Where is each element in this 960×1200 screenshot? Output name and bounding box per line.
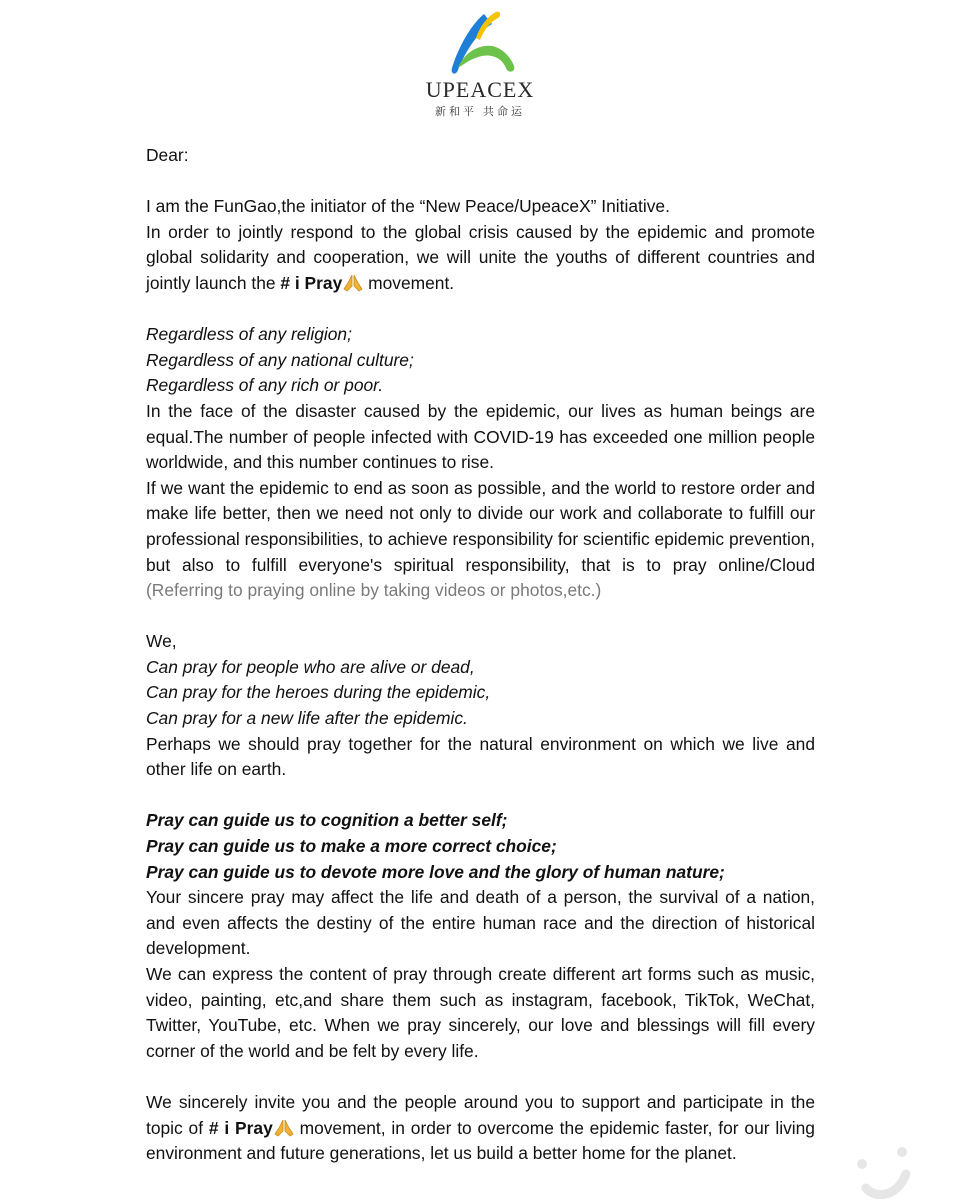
praying-hands-icon [274, 1119, 294, 1137]
regardless-line: Regardless of any rich or poor. [146, 375, 384, 396]
smile-watermark-icon [852, 1144, 912, 1200]
praying-hands-icon [343, 274, 363, 292]
regardless-line: Regardless of any religion; [146, 324, 352, 345]
guide-line: Pray can guide us to devote more love and the glory of human nature; [146, 861, 725, 882]
brand-name: UPEACEX [425, 77, 535, 102]
letter-body [146, 143, 815, 1167]
guide-line: Pray can guide us to make a more correct choice; [146, 836, 557, 857]
can-pray-line: Can pray for the heroes during the epidemic, [146, 682, 491, 703]
intro-line: I am the FunGao,the initiator of the “New Peace/UpeaceX” Initiative. [146, 196, 670, 217]
praying-online-note: (Referring to praying online by taking videos or photos,etc.) [146, 580, 602, 601]
brand-tagline: 新和平 共命运 [434, 106, 526, 118]
invite-paragraph: We sincerely invite you and the people around you to support and participate in the topic of # i Pray movement, in order to overcome the epidemic faster, for our living environment and future generations, let us build a better home for the planet. [146, 1091, 815, 1164]
express-paragraph: We can express the content of pray through create different art forms such as music, video, painting, etc,and share them such as instagram, facebook, TikTok, WeChat, Twitter, YouTube, etc. When we pray sincerely, our love and blessings will fill every corner of the world and be felt by every life. [146, 964, 815, 1061]
we-line: We, [146, 631, 177, 652]
upeacex-logo-icon [444, 8, 522, 80]
can-pray-line: Can pray for people who are alive or dead, [146, 656, 475, 677]
intro-paragraph: In order to jointly respond to the global crisis caused by the epidemic and promote global solidarity and cooperation, we will unite the youths of different countries and jointly launch the # i Pray movement. [146, 221, 815, 293]
hashtag-ipray: # i Pray [208, 1117, 273, 1138]
regardless-line: Regardless of any national culture; [146, 349, 414, 370]
greeting: Dear: [146, 145, 189, 165]
can-pray-line: Can pray for a new life after the epidemic. [146, 708, 468, 729]
epidemic-end-paragraph: If we want the epidemic to end as soon as possible, and the world to restore order and make life better, then we need not only to divide our work and collaborate to fulfill our professional responsibilities, to achieve responsibility for scientific epidemic prevention, but also to fulfill everyone's spiritual responsibility, that is to pray online/Cloud (Referring to praying online by taking videos or photos,etc.) [146, 477, 815, 601]
nature-paragraph: Perhaps we should pray together for the natural environment on which we live and other life on earth. [146, 733, 815, 780]
sincere-paragraph: Your sincere pray may affect the life and death of a person, the survival of a nation, and even affects the destiny of the entire human race and the direction of historical development. [146, 887, 815, 959]
brand-header [0, 6, 960, 116]
hashtag-ipray: # i Pray [280, 272, 343, 293]
guide-line: Pray can guide us to cognition a better self; [146, 810, 508, 831]
disaster-paragraph: In the face of the disaster caused by the epidemic, our lives as human beings are equal.The number of people infected with COVID-19 has exceeded one million people worldwide, and this number continues to rise. [146, 400, 815, 473]
